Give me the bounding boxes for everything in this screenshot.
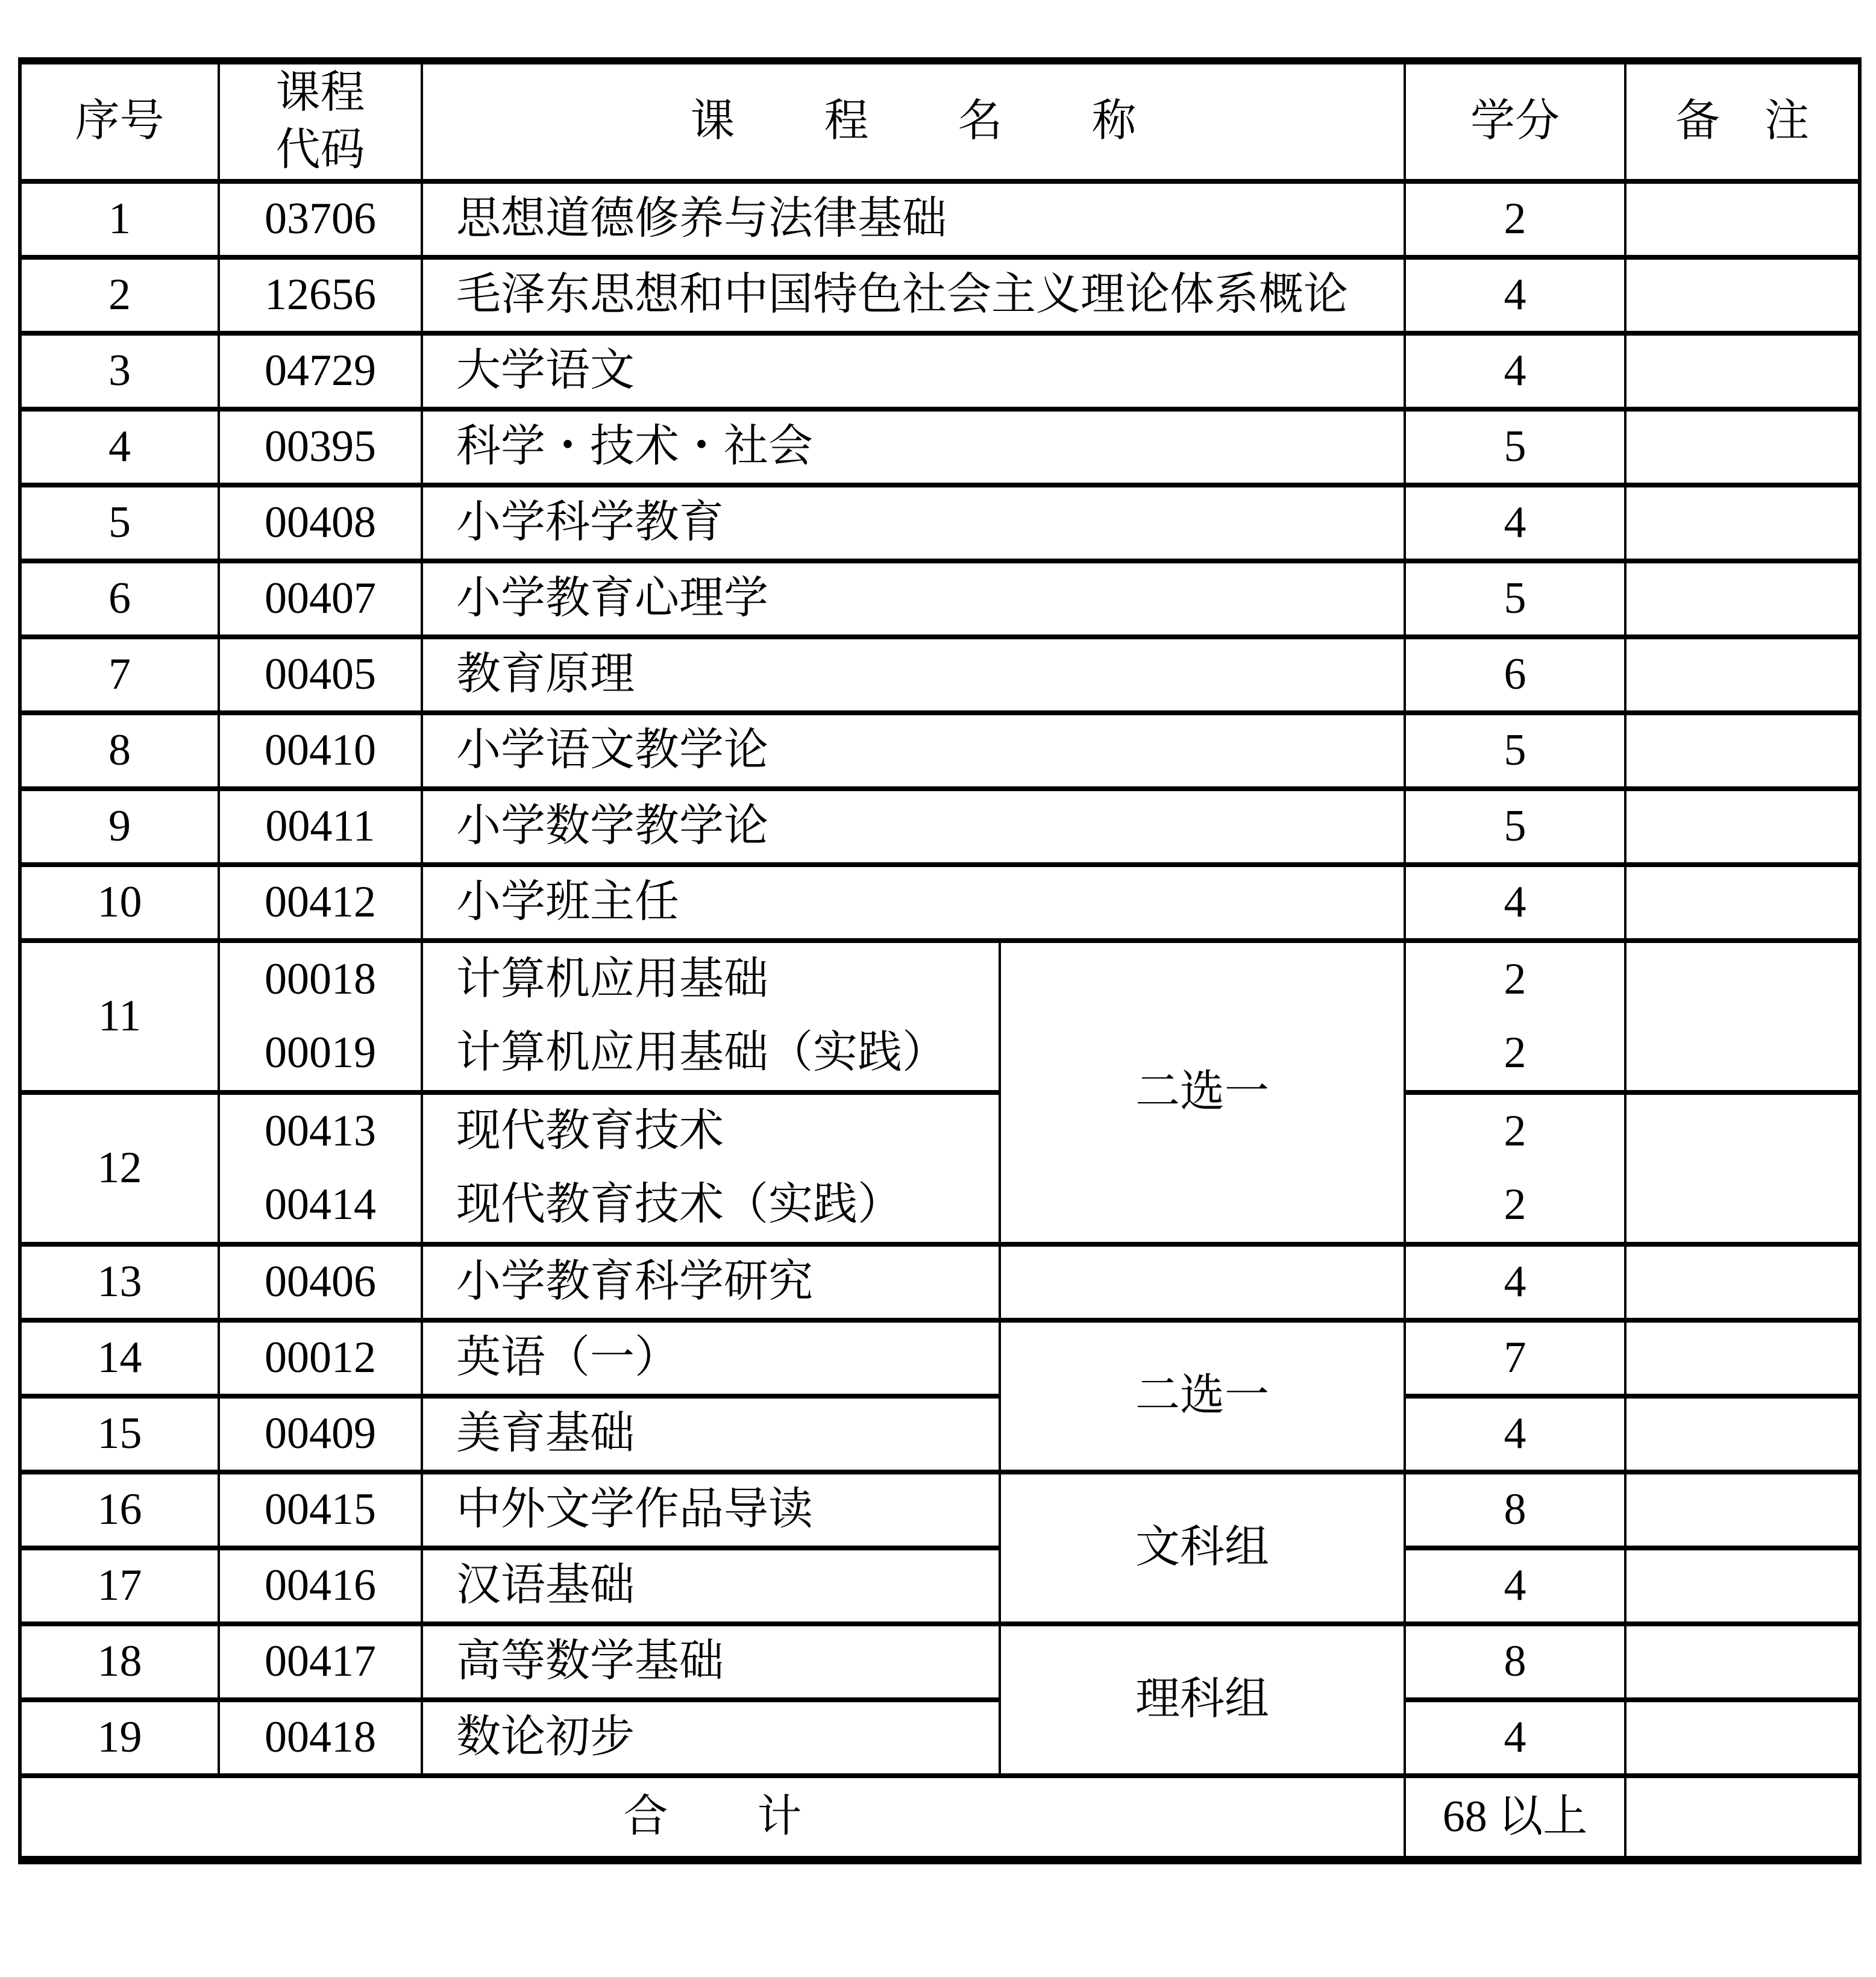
col-header-credits: 学分: [1405, 61, 1625, 181]
table-row: [20, 789, 1860, 865]
table-row: [20, 181, 1860, 257]
credits-cell: 5: [1405, 409, 1625, 485]
name-cell: 思想道德修养与法律基础: [422, 181, 1405, 257]
col-header-code-line1: 课程: [275, 68, 365, 117]
credits-cell: 2: [1405, 1092, 1625, 1168]
group-cell-choice-11-12: 二选一: [1000, 941, 1405, 1244]
table-row: [20, 333, 1860, 409]
col-header-remark: 备 注: [1625, 61, 1860, 181]
table-row: [20, 941, 1860, 1017]
table-row: [20, 257, 1860, 333]
remark-cell: [1625, 561, 1860, 637]
credits-cell: 4: [1405, 1548, 1625, 1624]
credits-cell: 5: [1405, 713, 1625, 789]
table-row: [20, 865, 1860, 941]
credits-cell: 2: [1405, 1168, 1625, 1244]
code-cell: 03706: [219, 181, 422, 257]
total-credits-cell: 68 以上: [1405, 1776, 1625, 1860]
seq-cell: 16: [20, 1472, 219, 1548]
remark-cell: [1625, 1092, 1860, 1244]
code-cell: 12656: [219, 257, 422, 333]
credits-cell: 4: [1405, 257, 1625, 333]
remark-cell: [1625, 1396, 1860, 1472]
seq-cell: 2: [20, 257, 219, 333]
table-row: [20, 1092, 1860, 1168]
remark-cell: [1625, 941, 1860, 1092]
code-cell: 00019: [219, 1017, 422, 1092]
table-row: [20, 1017, 1860, 1092]
remark-cell: [1625, 181, 1860, 257]
header-row: [20, 61, 1860, 181]
total-label-cell: 合 计: [20, 1776, 1405, 1860]
remark-cell: [1625, 485, 1860, 561]
table-row: [20, 1168, 1860, 1244]
seq-cell: 7: [20, 637, 219, 713]
name-cell: 英语（一）: [422, 1320, 1000, 1396]
remark-cell: [1625, 1776, 1860, 1860]
credits-cell: 2: [1405, 941, 1625, 1017]
seq-cell: 14: [20, 1320, 219, 1396]
seq-cell: 15: [20, 1396, 219, 1472]
total-row: [20, 1776, 1860, 1860]
name-cell: 现代教育技术（实践）: [422, 1168, 1000, 1244]
table-row: [20, 1548, 1860, 1624]
credits-cell: 5: [1405, 561, 1625, 637]
name-cell: 小学教育心理学: [422, 561, 1405, 637]
col-header-code: [219, 61, 422, 181]
code-cell: 00413: [219, 1092, 422, 1168]
table-row: [20, 409, 1860, 485]
table-row: [20, 1700, 1860, 1776]
credits-cell: 5: [1405, 789, 1625, 865]
name-cell: 大学语文: [422, 333, 1405, 409]
code-cell: 00418: [219, 1700, 422, 1776]
remark-cell: [1625, 1700, 1860, 1776]
name-cell: 中外文学作品导读: [422, 1472, 1000, 1548]
group-cell-liberal-arts: 文科组: [1000, 1472, 1405, 1624]
remark-cell: [1625, 713, 1860, 789]
table-row: [20, 637, 1860, 713]
code-cell: 00410: [219, 713, 422, 789]
code-cell: 00411: [219, 789, 422, 865]
col-header-code-line2: 代码: [275, 125, 365, 175]
seq-cell: 1: [20, 181, 219, 257]
code-cell: 00395: [219, 409, 422, 485]
code-cell: 00407: [219, 561, 422, 637]
name-cell: 小学班主任: [422, 865, 1405, 941]
seq-cell: 4: [20, 409, 219, 485]
code-cell: 00412: [219, 865, 422, 941]
remark-cell: [1625, 1624, 1860, 1700]
code-cell: 00415: [219, 1472, 422, 1548]
credits-cell: 2: [1405, 181, 1625, 257]
seq-cell: 11: [20, 941, 219, 1092]
remark-cell: [1625, 637, 1860, 713]
code-cell: 00414: [219, 1168, 422, 1244]
table-row: [20, 1624, 1860, 1700]
seq-cell: 8: [20, 713, 219, 789]
remark-cell: [1625, 409, 1860, 485]
credits-cell: 6: [1405, 637, 1625, 713]
name-cell: 小学教育科学研究: [422, 1244, 1000, 1320]
credits-cell: 8: [1405, 1624, 1625, 1700]
name-cell: 科学・技术・社会: [422, 409, 1405, 485]
seq-cell: 18: [20, 1624, 219, 1700]
name-cell: 小学数学教学论: [422, 789, 1405, 865]
credits-cell: 8: [1405, 1472, 1625, 1548]
name-cell: 高等数学基础: [422, 1624, 1000, 1700]
code-cell: 00416: [219, 1548, 422, 1624]
remark-cell: [1625, 789, 1860, 865]
seq-cell: 3: [20, 333, 219, 409]
credits-cell: 4: [1405, 485, 1625, 561]
group-cell-empty: [1000, 1244, 1405, 1320]
seq-cell: 6: [20, 561, 219, 637]
name-cell: 小学语文教学论: [422, 713, 1405, 789]
col-header-seq: 序号: [20, 61, 219, 181]
credits-cell: 7: [1405, 1320, 1625, 1396]
name-cell: 汉语基础: [422, 1548, 1000, 1624]
credits-cell: 4: [1405, 865, 1625, 941]
code-cell: 00409: [219, 1396, 422, 1472]
seq-cell: 19: [20, 1700, 219, 1776]
code-cell: 00408: [219, 485, 422, 561]
seq-cell: 13: [20, 1244, 219, 1320]
name-cell: 现代教育技术: [422, 1092, 1000, 1168]
remark-cell: [1625, 1244, 1860, 1320]
code-cell: 00417: [219, 1624, 422, 1700]
table-row: [20, 713, 1860, 789]
remark-cell: [1625, 1472, 1860, 1548]
col-header-name: 课 程 名 称: [422, 61, 1405, 181]
credits-cell: 4: [1405, 1700, 1625, 1776]
name-cell: 小学科学教育: [422, 485, 1405, 561]
name-cell: 数论初步: [422, 1700, 1000, 1776]
remark-cell: [1625, 1320, 1860, 1396]
table-row: [20, 1396, 1860, 1472]
table-row: [20, 561, 1860, 637]
name-cell: 计算机应用基础: [422, 941, 1000, 1017]
code-cell: 04729: [219, 333, 422, 409]
remark-cell: [1625, 257, 1860, 333]
code-cell: 00405: [219, 637, 422, 713]
code-cell: 00018: [219, 941, 422, 1017]
seq-cell: 12: [20, 1092, 219, 1244]
remark-cell: [1625, 1548, 1860, 1624]
group-cell-choice-14-15: 二选一: [1000, 1320, 1405, 1472]
seq-cell: 10: [20, 865, 219, 941]
credits-cell: 4: [1405, 1244, 1625, 1320]
seq-cell: 17: [20, 1548, 219, 1624]
group-cell-science: 理科组: [1000, 1624, 1405, 1776]
course-table: [18, 57, 1862, 1864]
credits-cell: 2: [1405, 1017, 1625, 1092]
credits-cell: 4: [1405, 1396, 1625, 1472]
table-row: [20, 1472, 1860, 1548]
remark-cell: [1625, 333, 1860, 409]
code-cell: 00012: [219, 1320, 422, 1396]
seq-cell: 5: [20, 485, 219, 561]
name-cell: 美育基础: [422, 1396, 1000, 1472]
name-cell: 毛泽东思想和中国特色社会主义理论体系概论: [422, 257, 1405, 333]
name-cell: 计算机应用基础（实践）: [422, 1017, 1000, 1092]
remark-cell: [1625, 865, 1860, 941]
credits-cell: 4: [1405, 333, 1625, 409]
table-row: [20, 485, 1860, 561]
name-cell: 教育原理: [422, 637, 1405, 713]
code-cell: 00406: [219, 1244, 422, 1320]
seq-cell: 9: [20, 789, 219, 865]
table-row: [20, 1244, 1860, 1320]
table-row: [20, 1320, 1860, 1396]
